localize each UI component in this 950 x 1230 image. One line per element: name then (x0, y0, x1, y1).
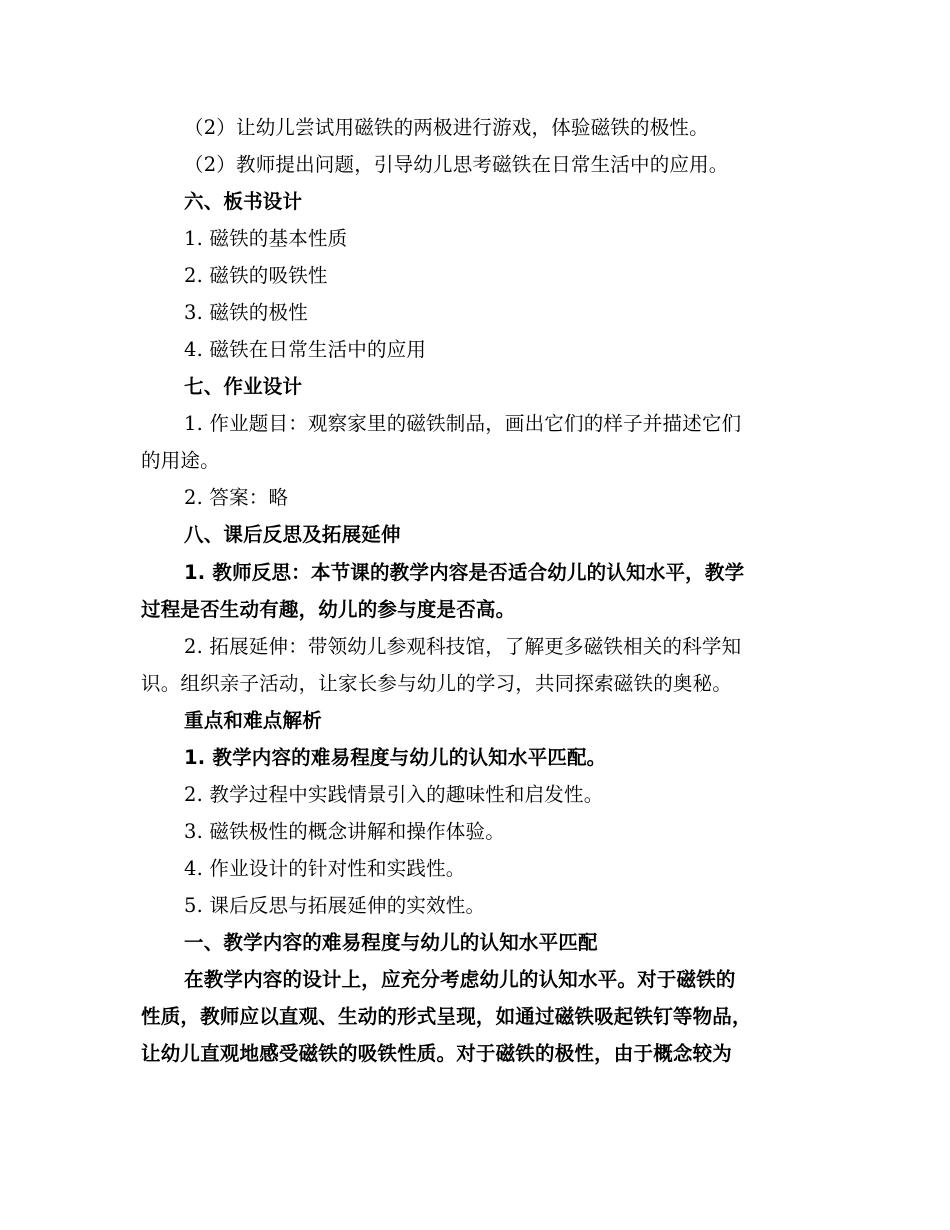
key-point-5: 5. 课后反思与拓展延伸的实效性。 (184, 894, 486, 917)
reflection-item-1-line-1: 1. 教师反思：本节课的教学内容是否适合幼儿的认知水平，教学 (184, 561, 745, 584)
reflection-item-2-line-1: 2. 拓展延伸：带领幼儿参观科技馆，了解更多磁铁相关的科学知 (184, 635, 742, 658)
reflection-item-2-line-2: 识。组织亲子活动，让家长参与幼儿的学习，共同探索磁铁的奥秘。 (141, 672, 733, 695)
homework-item-2: 2. 答案：略 (184, 486, 289, 509)
reflection-item-1-line-2: 过程是否生动有趣，幼儿的参与度是否高。 (141, 598, 516, 621)
section-heading-board-design: 六、板书设计 (184, 190, 303, 213)
board-item-1: 1. 磁铁的基本性质 (184, 227, 348, 250)
section-heading-key-points: 重点和难点解析 (184, 709, 322, 732)
homework-item-1-line-1: 1. 作业题目：观察家里的磁铁制品，画出它们的样子并描述它们 (184, 412, 742, 435)
key-point-1: 1. 教学内容的难易程度与幼儿的认知水平匹配。 (184, 746, 607, 769)
paragraph-line-3: 让幼儿直观地感受磁铁的吸铁性质。对于磁铁的极性，由于概念较为 (141, 1042, 733, 1065)
homework-item-1-line-2: 的用途。 (141, 449, 220, 472)
key-point-4: 4. 作业设计的针对性和实践性。 (184, 857, 466, 880)
section-heading-reflection: 八、课后反思及拓展延伸 (184, 523, 401, 546)
key-point-2: 2. 教学过程中实践情景引入的趣味性和启发性。 (184, 783, 604, 806)
key-point-3: 3. 磁铁极性的概念讲解和操作体验。 (184, 820, 505, 843)
paragraph-line-2: 性质，教师应以直观、生动的形式呈现，如通过磁铁吸起铁钉等物品， (141, 1005, 752, 1028)
section-heading-content-difficulty: 一、教学内容的难易程度与幼儿的认知水平匹配 (184, 931, 598, 954)
activity-step-2a: （2）让幼儿尝试用磁铁的两极进行游戏，体验磁铁的极性。 (184, 116, 709, 139)
board-item-4: 4. 磁铁在日常生活中的应用 (184, 338, 427, 361)
activity-step-2b: （2）教师提出问题，引导幼儿思考磁铁在日常生活中的应用。 (184, 153, 729, 176)
board-item-3: 3. 磁铁的极性 (184, 301, 308, 324)
paragraph-line-1: 在教学内容的设计上，应充分考虑幼儿的认知水平。对于磁铁的 (184, 968, 736, 991)
section-heading-homework: 七、作业设计 (184, 375, 303, 398)
board-item-2: 2. 磁铁的吸铁性 (184, 264, 328, 287)
